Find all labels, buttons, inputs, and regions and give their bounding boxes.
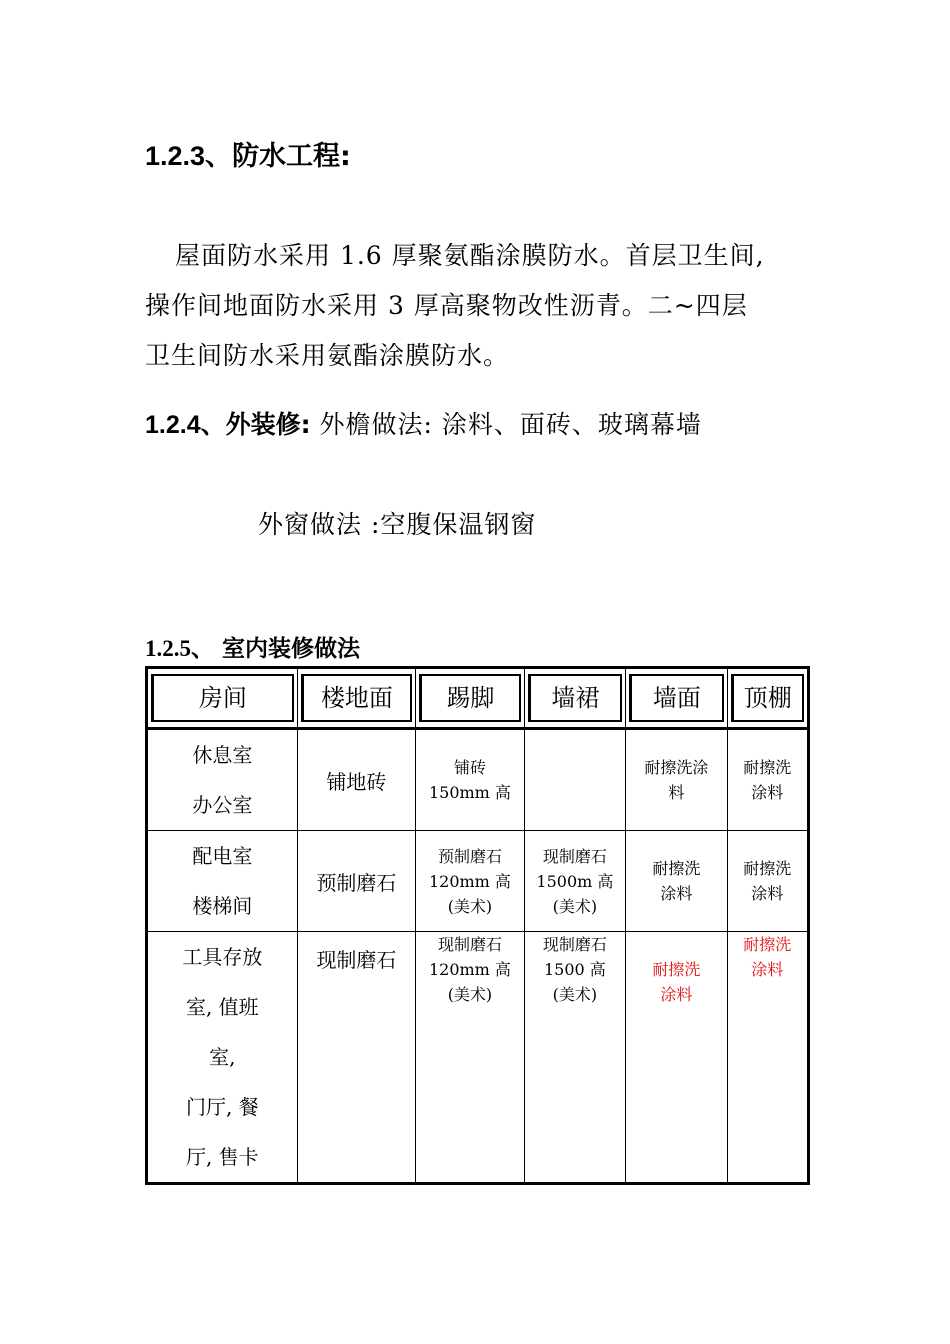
paragraph-line: 卫生间防水采用氨酯涂膜防水。 — [145, 341, 510, 370]
wall-cell-highlighted: 耐擦洗 涂料 — [626, 932, 727, 1184]
exterior-window-text: 外窗做法 :空腹保温钢窗 — [258, 510, 537, 539]
header-cell: 顶棚 — [727, 668, 808, 729]
table-row — [147, 831, 809, 932]
section-heading-1-2-5 — [145, 630, 360, 663]
section-number: 1.2.3、 — [145, 141, 233, 171]
ceiling-cell-highlighted: 耐擦洗 涂料 — [727, 932, 808, 1184]
interior-finish-table — [145, 666, 810, 1185]
wall-cell: 耐擦洗 涂料 — [626, 831, 727, 932]
dado-cell — [524, 729, 625, 831]
table-header-row — [147, 668, 809, 729]
floor-cell: 铺地砖 — [297, 729, 416, 831]
floor-cell: 现制磨石 — [297, 932, 416, 1184]
table-row — [147, 729, 809, 831]
ceiling-cell: 耐擦洗 涂料 — [727, 729, 808, 831]
room-cell: 工具存放 室, 值班 室, 门厅, 餐 厅, 售卡 — [147, 932, 298, 1184]
header-cell: 楼地面 — [297, 668, 416, 729]
wall-cell: 耐擦洗涂 料 — [626, 729, 727, 831]
skirting-cell: 现制磨石 120mm 高 (美术) — [416, 932, 524, 1184]
header-cell: 房间 — [147, 668, 298, 729]
section-title: 防水工程: — [232, 141, 351, 172]
header-cell: 踢脚 — [416, 668, 524, 729]
floor-cell: 预制磨石 — [297, 831, 416, 932]
skirting-cell: 预制磨石 120mm 高 (美术) — [416, 831, 524, 932]
exterior-facade-text: 外檐做法: 涂料、面砖、玻璃幕墙 — [310, 410, 702, 439]
header-cell: 墙面 — [626, 668, 727, 729]
room-cell: 配电室 楼梯间 — [147, 831, 298, 932]
dado-cell: 现制磨石 1500m 高 (美术) — [524, 831, 625, 932]
skirting-cell: 铺砖 150mm 高 — [416, 729, 524, 831]
table-row — [147, 932, 809, 1184]
section-title: 外装修: — [225, 410, 311, 439]
room-cell: 休息室 办公室 — [147, 729, 298, 831]
section-title: 室内装修做法 — [214, 636, 361, 662]
section-heading-1-2-3 — [145, 134, 351, 173]
paragraph-line: 操作间地面防水采用 3 厚高聚物改性沥青。二~四层 — [145, 291, 748, 320]
section-heading-1-2-4 — [145, 405, 702, 441]
section-number: 1.2.4、 — [145, 411, 226, 439]
header-cell: 墙裙 — [524, 668, 625, 729]
ceiling-cell: 耐擦洗 涂料 — [727, 831, 808, 932]
paragraph-line: 屋面防水采用 1.6 厚聚氨酯涂膜防水。首层卫生间, — [175, 241, 765, 270]
dado-cell: 现制磨石 1500 高 (美术) — [524, 932, 625, 1184]
section-number: 1.2.5、 — [145, 636, 214, 661]
